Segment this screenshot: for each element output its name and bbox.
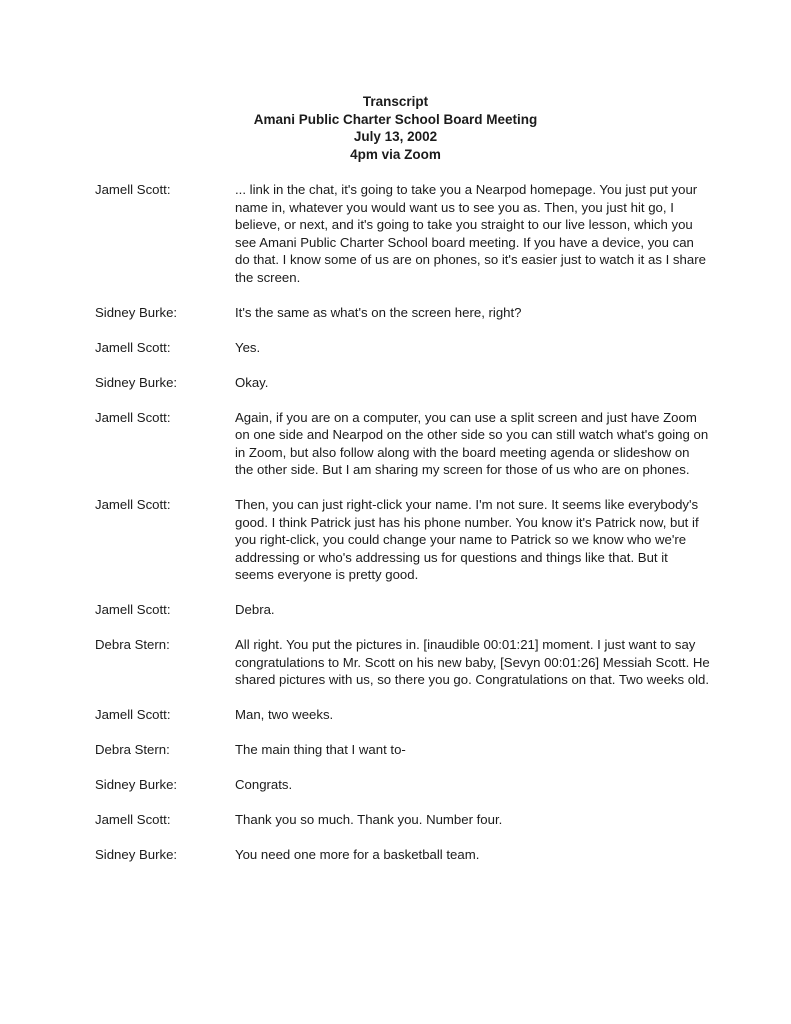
speaker-dialogue: All right. You put the pictures in. [inaudible 00:01:21] moment. I just want to say congratulations to Mr. Scott on his new baby, [Sevyn 00:01:26] Messiah Scott. He shared pictures with us, so there you go. Congratulations on that. Two weeks old. (235, 637, 710, 687)
document-header (0, 0, 791, 163)
document-title: Transcript (362, 94, 429, 109)
speaker-name: Sidney Burke: (95, 847, 178, 862)
speaker-name: Jamell Scott: (95, 497, 171, 512)
transcript-entry (95, 374, 710, 392)
speaker-dialogue: Thank you so much. Thank you. Number four. (235, 812, 503, 827)
document-meeting-name: Amani Public Charter School Board Meeting (253, 111, 538, 127)
transcript-entry (95, 811, 710, 829)
speaker-dialogue: Man, two weeks. (235, 707, 334, 722)
transcript-entry (95, 706, 710, 724)
speaker-dialogue: Yes. (235, 339, 261, 355)
speaker-name: Sidney Burke: (95, 304, 178, 320)
transcript-entry (95, 636, 710, 689)
transcript-entry (95, 409, 710, 479)
transcript-entry (95, 601, 710, 619)
speaker-dialogue: Congrats. (235, 777, 293, 792)
transcript-entry (95, 181, 710, 286)
speaker-name: Debra Stern: (95, 637, 170, 652)
transcript-entry (95, 339, 710, 357)
speaker-name: Jamell Scott: (95, 707, 171, 722)
speaker-name: Jamell Scott: (95, 339, 171, 355)
speaker-dialogue: Debra. (235, 602, 275, 617)
speaker-dialogue: You need one more for a basketball team. (235, 847, 480, 862)
speaker-name: Sidney Burke: (95, 777, 178, 792)
speaker-name: Jamell Scott: (95, 182, 171, 197)
transcript-entry (95, 304, 710, 322)
speaker-name: Jamell Scott: (95, 409, 171, 425)
transcript-entry (95, 741, 710, 759)
transcript-entry (95, 496, 710, 584)
speaker-name: Jamell Scott: (95, 602, 171, 617)
speaker-dialogue: Then, you can just right-click your name. I'm not sure. It seems like everybody's good. I think Patrick just has his phone number. You know it's Patrick now, but if you right-click, you could change your name to Patrick so we know who we're addressing or who's addressing us for questions and things like that. But it seems everyone is pretty good. (235, 497, 699, 582)
speaker-dialogue: Again, if you are on a computer, you can use a split screen and just have Zoom on one side and Nearpod on the other side so you can still watch what's going on in Zoom, but also follow along with the board meeting agenda or slideshow on the other side. But I am sharing my screen for those of us who are on phones. (235, 409, 709, 477)
document-time-venue: 4pm via Zoom (350, 146, 441, 162)
speaker-name: Sidney Burke: (95, 374, 178, 390)
document-date: July 13, 2002 (353, 129, 438, 144)
speaker-name: Debra Stern: (95, 742, 170, 757)
transcript-entry (95, 776, 710, 794)
speaker-dialogue: It's the same as what's on the screen here, right? (235, 304, 522, 320)
transcript-entry (95, 846, 710, 864)
speaker-dialogue: The main thing that I want to- (235, 742, 406, 757)
transcript-body (0, 181, 791, 864)
speaker-name: Jamell Scott: (95, 812, 171, 827)
speaker-dialogue: Okay. (235, 374, 269, 390)
speaker-dialogue: ... link in the chat, it's going to take you a Nearpod homepage. You just put your name in, whatever you would want us to see you as. Then, you just hit go, I believe, or next, and it's going to take you straight to our live lesson, which you see Amani Public Charter School board meeting. If you have a device, you can do that. I know some of us are on phones, so it's easier just to watch it as I share the screen. (235, 182, 706, 285)
